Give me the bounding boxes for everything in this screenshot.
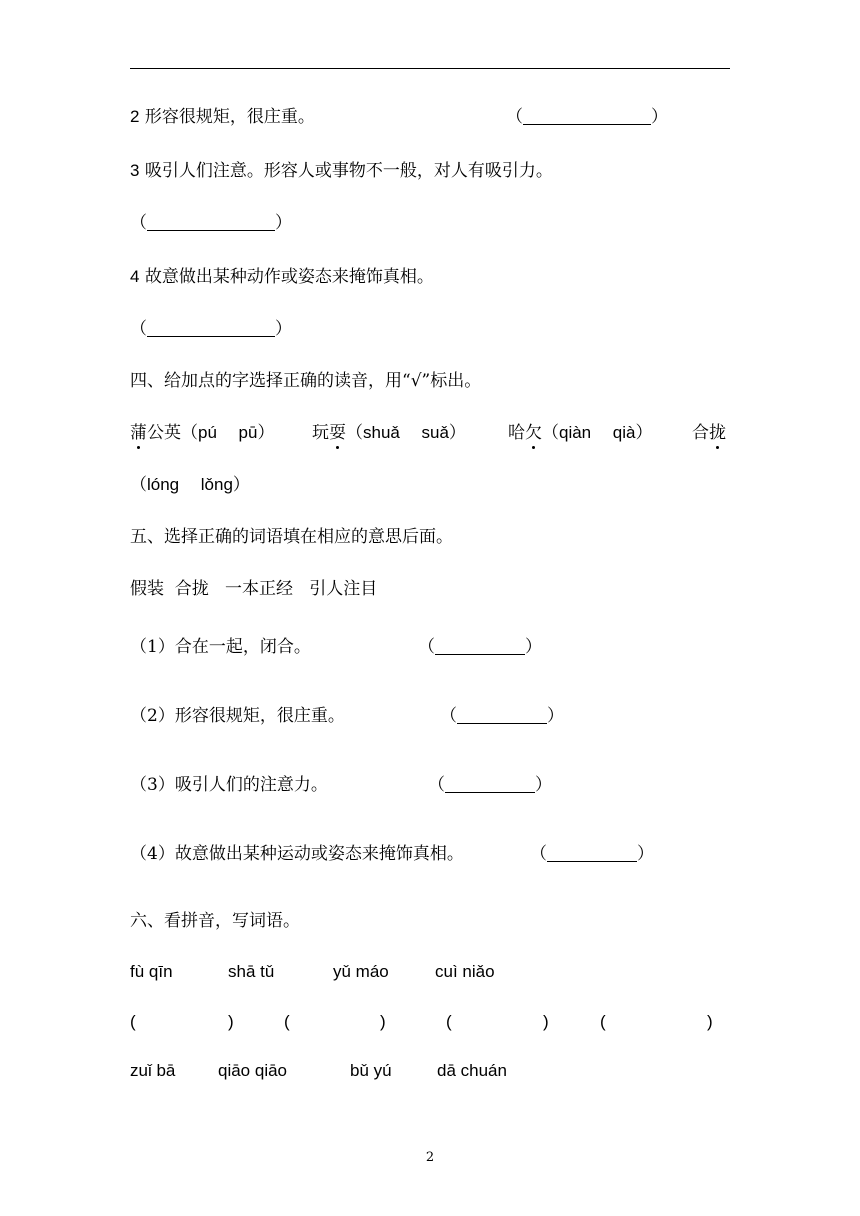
pinyin-choice-4-options: （lóng lǒng） [130,475,250,495]
match-blank-3[interactable]: （ ） [428,775,552,795]
answer-blank-2[interactable]: （ ） [506,107,668,127]
match-item-4 [130,843,464,865]
answer-bracket-open: ( [130,1012,136,1031]
dotted-char: 耍 [329,423,346,443]
pinyin-choice-2: 玩耍（shuǎ suǎ） [312,423,466,443]
pinyin-word: shā tǔ [228,962,275,981]
item-text: 合在一起，闭合。 [174,637,311,657]
match-blank-4[interactable]: （ ） [530,844,654,864]
dotted-char: 蒲 [130,423,147,443]
pinyin-option[interactable]: qià [612,423,636,442]
answer-bracket-open: ( [600,1012,606,1031]
pinyin-word: bǔ yú [350,1061,392,1080]
pinyin-option[interactable]: suǎ [421,423,449,442]
answer-bracket-close: ) [543,1012,549,1031]
match-item-1 [130,636,311,658]
item-number: 4 [130,267,140,286]
blank-line[interactable] [523,108,651,125]
item-number: （2） [130,706,175,726]
word-bank: 假装 合拢 一本正经 引人注目 [130,579,378,599]
pinyin-word: yǔ máo [333,962,389,981]
pinyin-option[interactable]: shuǎ [363,423,400,442]
dotted-char: 欠 [525,423,542,443]
item-text: 故意做出某种动作或姿态来掩饰真相。 [144,267,434,287]
question-item-3 [130,160,553,182]
match-item-2 [130,705,345,727]
blank-line[interactable] [445,776,535,793]
match-blank-2[interactable]: （ ） [440,706,564,726]
pinyin-word: dā chuán [437,1061,507,1080]
pinyin-choice-3: 哈欠（qiàn qià） [508,423,653,443]
item-text: 吸引人们注意。形容人或事物不一般，对人有吸引力。 [144,161,553,181]
item-number: （3） [130,775,175,795]
section-5-title: 五、选择正确的词语填在相应的意思后面。 [130,527,453,547]
item-text: 形容很规矩，很庄重。 [144,107,315,127]
item-text: 形容很规矩，很庄重。 [174,706,345,726]
item-text: 吸引人们的注意力。 [174,775,328,795]
pinyin-option[interactable]: lóng [147,475,180,494]
answer-blank-3[interactable]: （ ） [130,213,292,233]
pinyin-option[interactable]: pú [198,423,217,442]
pinyin-option[interactable]: qiàn [559,423,592,442]
question-item-4 [130,266,434,288]
match-item-3 [130,774,328,796]
item-text: 故意做出某种运动或姿态来掩饰真相。 [174,844,464,864]
pinyin-option[interactable]: lǒng [200,475,233,494]
answer-blank-4[interactable]: （ ） [130,319,292,339]
item-number: 2 [130,107,140,126]
pinyin-choice-4-word: 合拢 [692,423,726,443]
pinyin-word: qiāo qiāo [218,1061,288,1080]
pinyin-word: fù qīn [130,962,173,981]
answer-bracket-open: ( [284,1012,290,1031]
item-number: 3 [130,161,140,180]
answer-bracket-close: ) [380,1012,386,1031]
blank-line[interactable] [147,214,275,231]
answer-bracket-close: ) [228,1012,234,1031]
pinyin-option[interactable]: pū [238,423,258,442]
dotted-char: 拢 [709,423,726,443]
blank-line[interactable] [457,707,547,724]
section-4-title: 四、给加点的字选择正确的读音，用“√”标出。 [130,371,482,391]
blank-line[interactable] [547,845,637,862]
blank-line[interactable] [147,320,275,337]
answer-bracket-open: ( [446,1012,452,1031]
question-item-2 [130,106,315,128]
pinyin-word: zuǐ bā [130,1061,176,1080]
match-blank-1[interactable]: （ ） [418,637,542,657]
item-number: （1） [130,637,175,657]
pinyin-word: cuì niǎo [435,962,495,981]
answer-bracket-close: ) [707,1012,713,1031]
section-6-title: 六、看拼音，写词语。 [130,911,300,931]
item-number: （4） [130,844,175,864]
page-number: 2 [425,1150,435,1165]
pinyin-choice-1: 蒲公英（pú pū） [130,423,275,443]
blank-line[interactable] [435,638,525,655]
header-rule [130,68,730,69]
